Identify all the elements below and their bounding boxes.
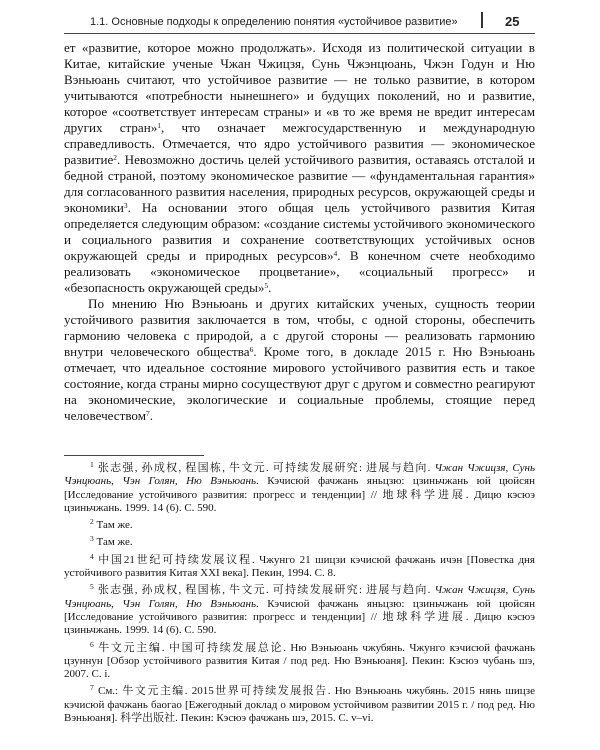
footnote-ref-3[interactable]: 3 bbox=[123, 201, 128, 210]
footnote-2: $^2$ Там же. bbox=[90, 517, 133, 532]
footnotes bbox=[64, 462, 535, 729]
header-separator bbox=[481, 12, 483, 28]
footnote-6: $^6$ 牛文元主编. 中国可持续发展总论. Ню Вэньюань чжубянь. Чжунго кэчисюй фачжань цзуннун [Обзор устойчивого развития Китая / под ред. Ню Вэньюаня]. Пекин: Кэсюэ чубань шэ, 2007. С. i. bbox=[64, 639, 535, 681]
footnote-ref-7[interactable]: 7 bbox=[146, 409, 150, 418]
footnote-4: $^4$ 中国21世纪可持续发展议程. Чжунго 21 шицзи кэчисюй фачжань ичэн [Повестка дня устойчивого развития Китая XXI века]. Пекин, 1994. С. 8. bbox=[64, 551, 535, 580]
footnote-ref-2[interactable]: 2 bbox=[113, 153, 118, 162]
paragraph-2: По мнению Ню Вэньюань и других китайских ученых, сущность теории устойчивого развития заключается в том, чтобы, с одной стороны, обеспечить гармонию человека с природой, а с другой стороны — реализовать гармонию внутри человеческого общества$^6$. Кроме того, в докладе 2015 г. Ню Вэньюань отмечает, что идеальное состояние мирового устойчивого развития есть и такое состояние, когда страны мирно сосуществуют друг с другом и совместно реагируют на экономические, экологические и социальные проблемы, стоящие перед человечеством$^7$. bbox=[64, 296, 535, 423]
footnote-divider bbox=[64, 455, 204, 456]
footnote-5: $^5$ 张志强, 孙成权, 程国栋, 牛文元. 可持续发展研究: 进展与趋向. Чжан Чжицзя, Сунь Чэнцюань, Чэн Голян, Ню Вэньюань. Кэчисюй фачжань яньцзю: цзиньчжань юй цюйсян [Исследование устойчивого развития: прогресс и тенденции] // 地球科学进展. Дицю кэсюэ цзиньчжань. 1999. 14 (6). С. 590. bbox=[64, 582, 535, 637]
paragraph-1: ет «развитие, которое можно продолжать». Исходя из политической ситуации в Китае, китайские ученые Чжан Чжицзя, Сунь Чжэнцюань, Чжэн Годун и Ню Вэньюань считают, что устойчивое развитие — не только развитие, в котором учитываются «потребности нынешнего» и будущих поколений, но и развитие, которое «соответствует интересам страны» и «в то же время не вредит интересам других стран»$^1$, что означает межгосударственную и международную справедливость. Отмечается, что ядро устойчивого развития — экономическое развитие$^2$. Невозможно достичь целей устойчивого развития, оставаясь отсталой и бедной страной, поэтому экономическое развитие — «фундаментальная гарантия» для согласованного развития населения, природных ресурсов, окружающей среды и экономики$^3$. На основании этого общая цель устойчивого развития Китая определяется следующим образом: «создание системы устойчивого экономического и социального развития и сохранение соответствующих устойчивых основ окружающей среды и природных ресурсов»$^4$. В конечном счете необходимо реализовать «экономическое процветание», «социальный прогресс» и «безопасность окружающей среды»$^5$. bbox=[64, 40, 535, 295]
footnote-7: $^7$ См.: 牛文元主编. 2015世界可持续发展报告. Ню Вэньюань чжубянь. 2015 нянь шицзе кэчисюй фачжань баогао [Ежегодный доклад о мировом устойчивом развитии 2015 г. / под ред. Ню Вэньюаня]. 科学出版社. Пекин: Кэсюэ фачжань шэ, 2015. С. v–vi. bbox=[64, 683, 535, 725]
footnote-ref-5[interactable]: 5 bbox=[264, 281, 269, 290]
page-header bbox=[0, 10, 600, 34]
main-text bbox=[64, 40, 535, 424]
footnote-ref-6[interactable]: 6 bbox=[249, 345, 254, 354]
header-rule bbox=[64, 33, 535, 34]
footnote-ref-4[interactable]: 4 bbox=[333, 249, 338, 258]
footnote-3: $^3$ Там же. bbox=[90, 534, 133, 549]
running-title: 1.1. Основные подходы к определению понятия «устойчивое развитие» bbox=[90, 16, 458, 28]
page-number: 25 bbox=[505, 14, 520, 29]
footnote-ref-1[interactable]: 1 bbox=[157, 121, 162, 130]
footnote-1: $^1$ 张志强, 孙成权, 程国栋, 牛文元. 可持续发展研究: 进展与趋向. Чжан Чжицзя, Сунь Чэнцюань, Чэн Голян, Ню Вэньюань. Кэчисюй фачжань яньцзю: цзиньчжань юй цюйсян [Исследование устойчивого развития: прогресс и тенденции] // 地球科学进展. Дицю кэсюэ цзиньчжань. 1999. 14 (6). С. 590. bbox=[64, 460, 535, 514]
